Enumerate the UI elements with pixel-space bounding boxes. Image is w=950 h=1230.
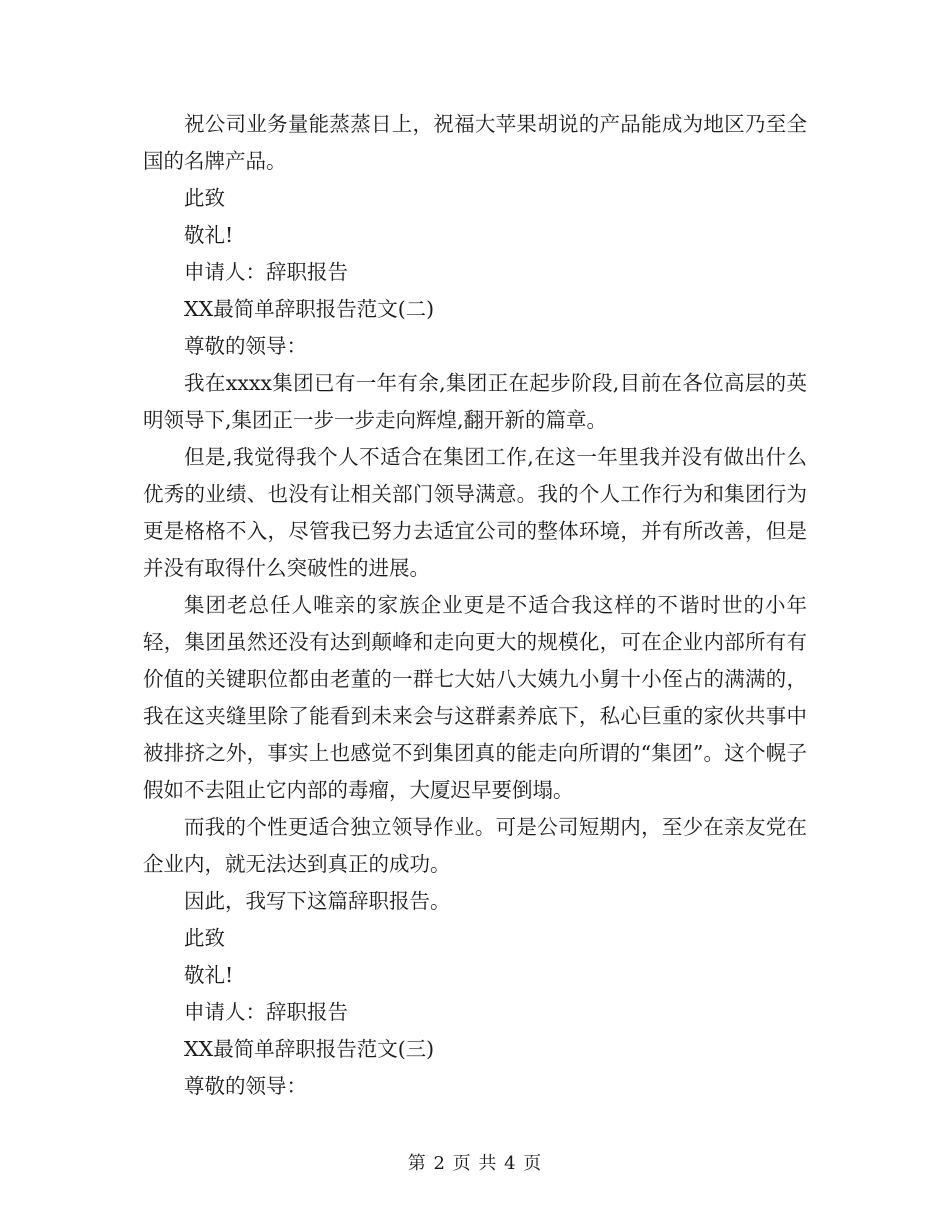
paragraph-closing-wish: 祝公司业务量能蒸蒸日上，祝福大苹果胡说的产品能成为地区乃至全国的名牌产品。 bbox=[143, 112, 807, 173]
paragraph-applicant-2: 申请人：辞职报告 bbox=[184, 1000, 348, 1024]
paragraph-salutation-jingli-2: 敬礼! bbox=[184, 963, 234, 987]
paragraph-greeting-2: 尊敬的领导： bbox=[184, 1074, 307, 1098]
paragraph-salutation-cizhi: 此致 bbox=[184, 186, 225, 210]
paragraph-salutation-jingli: 敬礼! bbox=[184, 223, 234, 247]
paragraph-salutation-cizhi-2: 此致 bbox=[184, 926, 225, 950]
section-heading-3: XX最简单辞职报告范文(三) bbox=[184, 1037, 435, 1061]
section-heading-2: XX最简单辞职报告范文(二) bbox=[184, 297, 435, 321]
paragraph-body-3: 集团老总任人唯亲的家族企业更是不适合我这样的不谐时世的小年轻，集团虽然还没有达到颠峰和走向更大的规模化，可在企业内部所有有价值的关键职位都由老董的一群七大姑八大姨九小舅十小侄占的满满的，我在这夹缝里除了能看到未来会与这群素养底下，私心巨重的家伙共事中被排挤之外，事实上也感觉不到集团真的能走向所谓的“集团”。这个幌子假如不去阻止它内部的毒瘤，大厦迟早要倒塌。 bbox=[143, 593, 807, 802]
paragraph-greeting: 尊敬的领导： bbox=[184, 334, 307, 358]
paragraph-body-5: 因此，我写下这篇辞职报告。 bbox=[184, 889, 451, 913]
page-number-footer: 第 2 页 共 4 页 bbox=[407, 1153, 543, 1174]
paragraph-body-2: 但是,我觉得我个人不适合在集团工作,在这一年里我并没有做出什么优秀的业绩、也没有让相关部门领导满意。我的个人工作行为和集团行为更是格格不入，尽管我已努力去适宜公司的整体环境，并有所改善，但是并没有取得什么突破性的进展。 bbox=[143, 445, 807, 580]
paragraph-body-1: 我在xxxx集团已有一年有余,集团正在起步阶段,目前在各位高层的英明领导下,集团正一步一步走向辉煌,翻开新的篇章。 bbox=[143, 371, 807, 432]
paragraph-body-4: 而我的个性更适合独立领导作业。可是公司短期内，至少在亲友党在企业内，就无法达到真正的成功。 bbox=[143, 815, 807, 876]
document-body bbox=[143, 106, 807, 1105]
paragraph-applicant: 申请人：辞职报告 bbox=[184, 260, 348, 284]
